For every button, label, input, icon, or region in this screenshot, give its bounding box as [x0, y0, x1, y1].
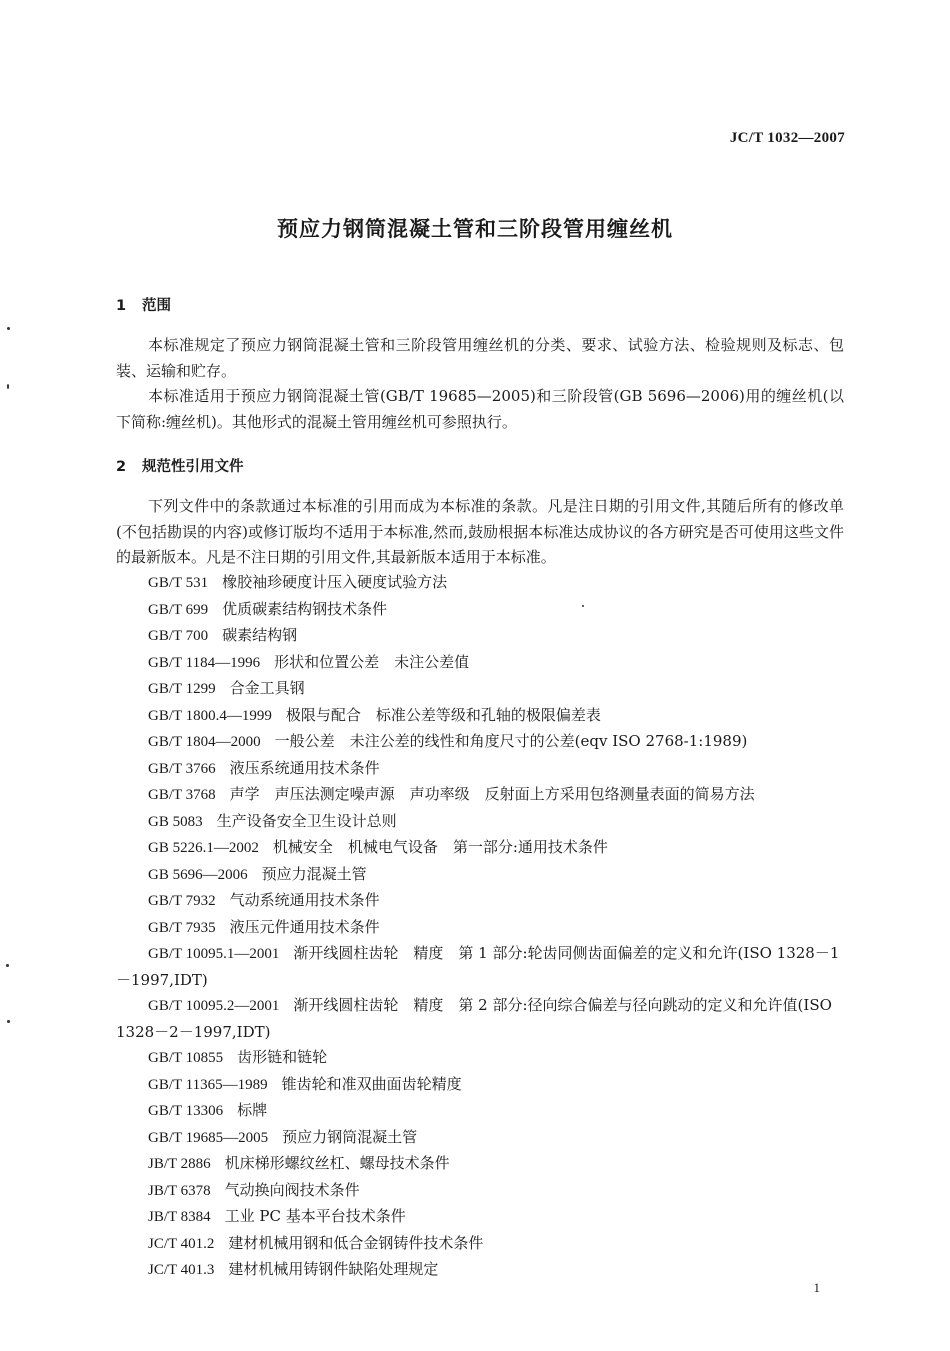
- reference-title: 标牌: [237, 1101, 268, 1119]
- reference-title: 合金工具钢: [229, 679, 305, 697]
- reference-item: [116, 1178, 844, 1205]
- reference-title: 气动系统通用技术条件: [229, 891, 380, 909]
- reference-code: GB/T 7935: [148, 919, 216, 936]
- scan-speck: [7, 384, 9, 389]
- reference-title: 生产设备安全卫生设计总则: [216, 811, 397, 830]
- reference-code: GB/T 531: [148, 575, 209, 591]
- reference-item: [116, 888, 844, 915]
- reference-item: [116, 1125, 844, 1152]
- reference-item: [116, 570, 844, 597]
- section-number: 2: [116, 459, 127, 475]
- section-1-paragraph-1: 本标准规定了预应力钢筒混凝土管和三阶段管用缠丝机的分类、要求、试验方法、检验规则及标志、包装、运输和贮存。: [116, 336, 844, 380]
- reference-title: 声学 声压法测定噪声源 声功率级 反射面上方采用包络测量表面的简易方法: [229, 785, 755, 803]
- scan-speck: [7, 1020, 10, 1023]
- normative-references-list: [116, 570, 844, 1284]
- reference-title: 渐开线圆柱齿轮 精度 第 1 部分:轮齿同侧齿面偏差的定义和允许(ISO 1328－1－1997,IDT): [116, 944, 840, 989]
- reference-title: 工业 PC 基本平台技术条件: [224, 1207, 406, 1225]
- reference-code: GB/T 1804—2000: [148, 734, 261, 750]
- reference-item: [116, 782, 844, 809]
- reference-title: 形状和位置公差 未注公差值: [274, 652, 470, 671]
- reference-title: 锥齿轮和准双曲面齿轮精度: [281, 1074, 462, 1093]
- scan-speck: [6, 964, 9, 967]
- reference-title: 渐开线圆柱齿轮 精度 第 2 部分:径向综合偏差与径向跳动的定义和允许值(ISO 1328－2－1997,IDT): [116, 996, 832, 1041]
- reference-code: JC/T 401.2: [148, 1235, 215, 1252]
- reference-item: [116, 1151, 844, 1178]
- reference-item: [116, 915, 844, 942]
- reference-code: GB/T 11365—1989: [148, 1076, 268, 1093]
- reference-code: GB 5696—2006: [148, 866, 248, 883]
- reference-title: 碳素结构钢: [222, 626, 298, 644]
- reference-title: 橡胶袖珍硬度计压入硬度试验方法: [222, 573, 448, 591]
- scan-speck: [7, 327, 10, 330]
- reference-title: 液压系统通用技术条件: [229, 758, 380, 777]
- reference-item: [116, 1072, 844, 1099]
- reference-code: GB/T 10095.1—2001: [148, 946, 280, 962]
- reference-item: [116, 703, 844, 730]
- reference-item: [116, 1231, 844, 1258]
- reference-code: GB/T 1800.4—1999: [148, 707, 272, 724]
- reference-item: [116, 729, 844, 756]
- reference-code: GB/T 19685—2005: [148, 1129, 269, 1146]
- reference-code: GB/T 699: [148, 601, 209, 618]
- reference-code: GB/T 13306: [148, 1103, 224, 1119]
- reference-code: JC/T 401.3: [148, 1262, 215, 1278]
- reference-title: 建材机械用铸钢件缺陷处理规定: [228, 1260, 439, 1278]
- section-1-heading: [116, 294, 171, 315]
- reference-title: 优质碳素结构钢技术条件: [222, 599, 388, 618]
- reference-title: 液压元件通用技术条件: [229, 917, 380, 936]
- scan-speck: [582, 605, 584, 607]
- reference-item: [116, 650, 844, 677]
- reference-item: [116, 756, 844, 783]
- reference-title: 建材机械用钢和低合金钢铸件技术条件: [228, 1233, 484, 1252]
- reference-item: [116, 862, 844, 889]
- section-2-heading: [116, 455, 244, 476]
- reference-code: GB/T 7932: [148, 893, 216, 909]
- reference-title: 机床梯形螺纹丝杠、螺母技术条件: [224, 1154, 450, 1172]
- reference-title: 一般公差 未注公差的线性和角度尺寸的公差(eqv ISO 2768-1:1989): [274, 732, 748, 750]
- section-title: 规范性引用文件: [142, 459, 244, 475]
- reference-item: [116, 623, 844, 650]
- reference-code: GB/T 10095.2—2001: [148, 998, 280, 1014]
- reference-item: [116, 1045, 844, 1072]
- reference-code: GB/T 700: [148, 628, 209, 644]
- reference-title: 气动换向阀技术条件: [224, 1180, 360, 1199]
- reference-title: 齿形链和链轮: [237, 1048, 328, 1066]
- reference-title: 极限与配合 标准公差等级和孔轴的极限偏差表: [285, 705, 601, 724]
- reference-title: 预应力混凝土管: [261, 864, 367, 883]
- page-number: 1: [813, 1280, 820, 1295]
- reference-item: [116, 1204, 844, 1231]
- reference-code: GB/T 1299: [148, 681, 216, 697]
- reference-code: GB 5083: [148, 813, 203, 830]
- reference-code: GB/T 3768: [148, 787, 216, 803]
- reference-item: [116, 1257, 844, 1284]
- reference-code: JB/T 8384: [148, 1209, 211, 1225]
- reference-item: [116, 993, 844, 1045]
- reference-title: 预应力钢筒混凝土管: [282, 1127, 418, 1146]
- reference-code: GB/T 1184—1996: [148, 654, 261, 671]
- reference-code: GB/T 3766: [148, 760, 216, 777]
- section-1-paragraph-2: 本标准适用于预应力钢筒混凝土管(GB/T 19685—2005)和三阶段管(GB 5696—2006)用的缠丝机(以下简称:缠丝机)。其他形式的混凝土管用缠丝机可参照执行。: [116, 387, 844, 431]
- reference-item: [116, 809, 844, 836]
- standard-code: JC/T 1032—2007: [729, 130, 845, 146]
- reference-item: [116, 676, 844, 703]
- reference-item: [116, 1098, 844, 1125]
- reference-title: 机械安全 机械电气设备 第一部分:通用技术条件: [272, 838, 608, 856]
- section-number: 1: [116, 298, 127, 314]
- section-title: 范围: [142, 298, 171, 314]
- document-title: 预应力钢筒混凝土管和三阶段管用缠丝机: [277, 217, 673, 241]
- section-2-paragraph-1: 下列文件中的条款通过本标准的引用而成为本标准的条款。凡是注日期的引用文件,其随后所有的修改单(不包括勘误的内容)或修订版均不适用于本标准,然而,鼓励根据本标准达成协议的各方研究是否可使用这些文件的最新版本。凡是不注日期的引用文件,其最新版本适用于本标准。: [116, 497, 844, 566]
- reference-item: [116, 835, 844, 862]
- reference-code: GB 5226.1—2002: [148, 840, 259, 856]
- reference-code: JB/T 6378: [148, 1182, 211, 1199]
- reference-item: [116, 941, 844, 993]
- reference-code: JB/T 2886: [148, 1156, 211, 1172]
- reference-item: [116, 597, 844, 624]
- reference-code: GB/T 10855: [148, 1050, 224, 1066]
